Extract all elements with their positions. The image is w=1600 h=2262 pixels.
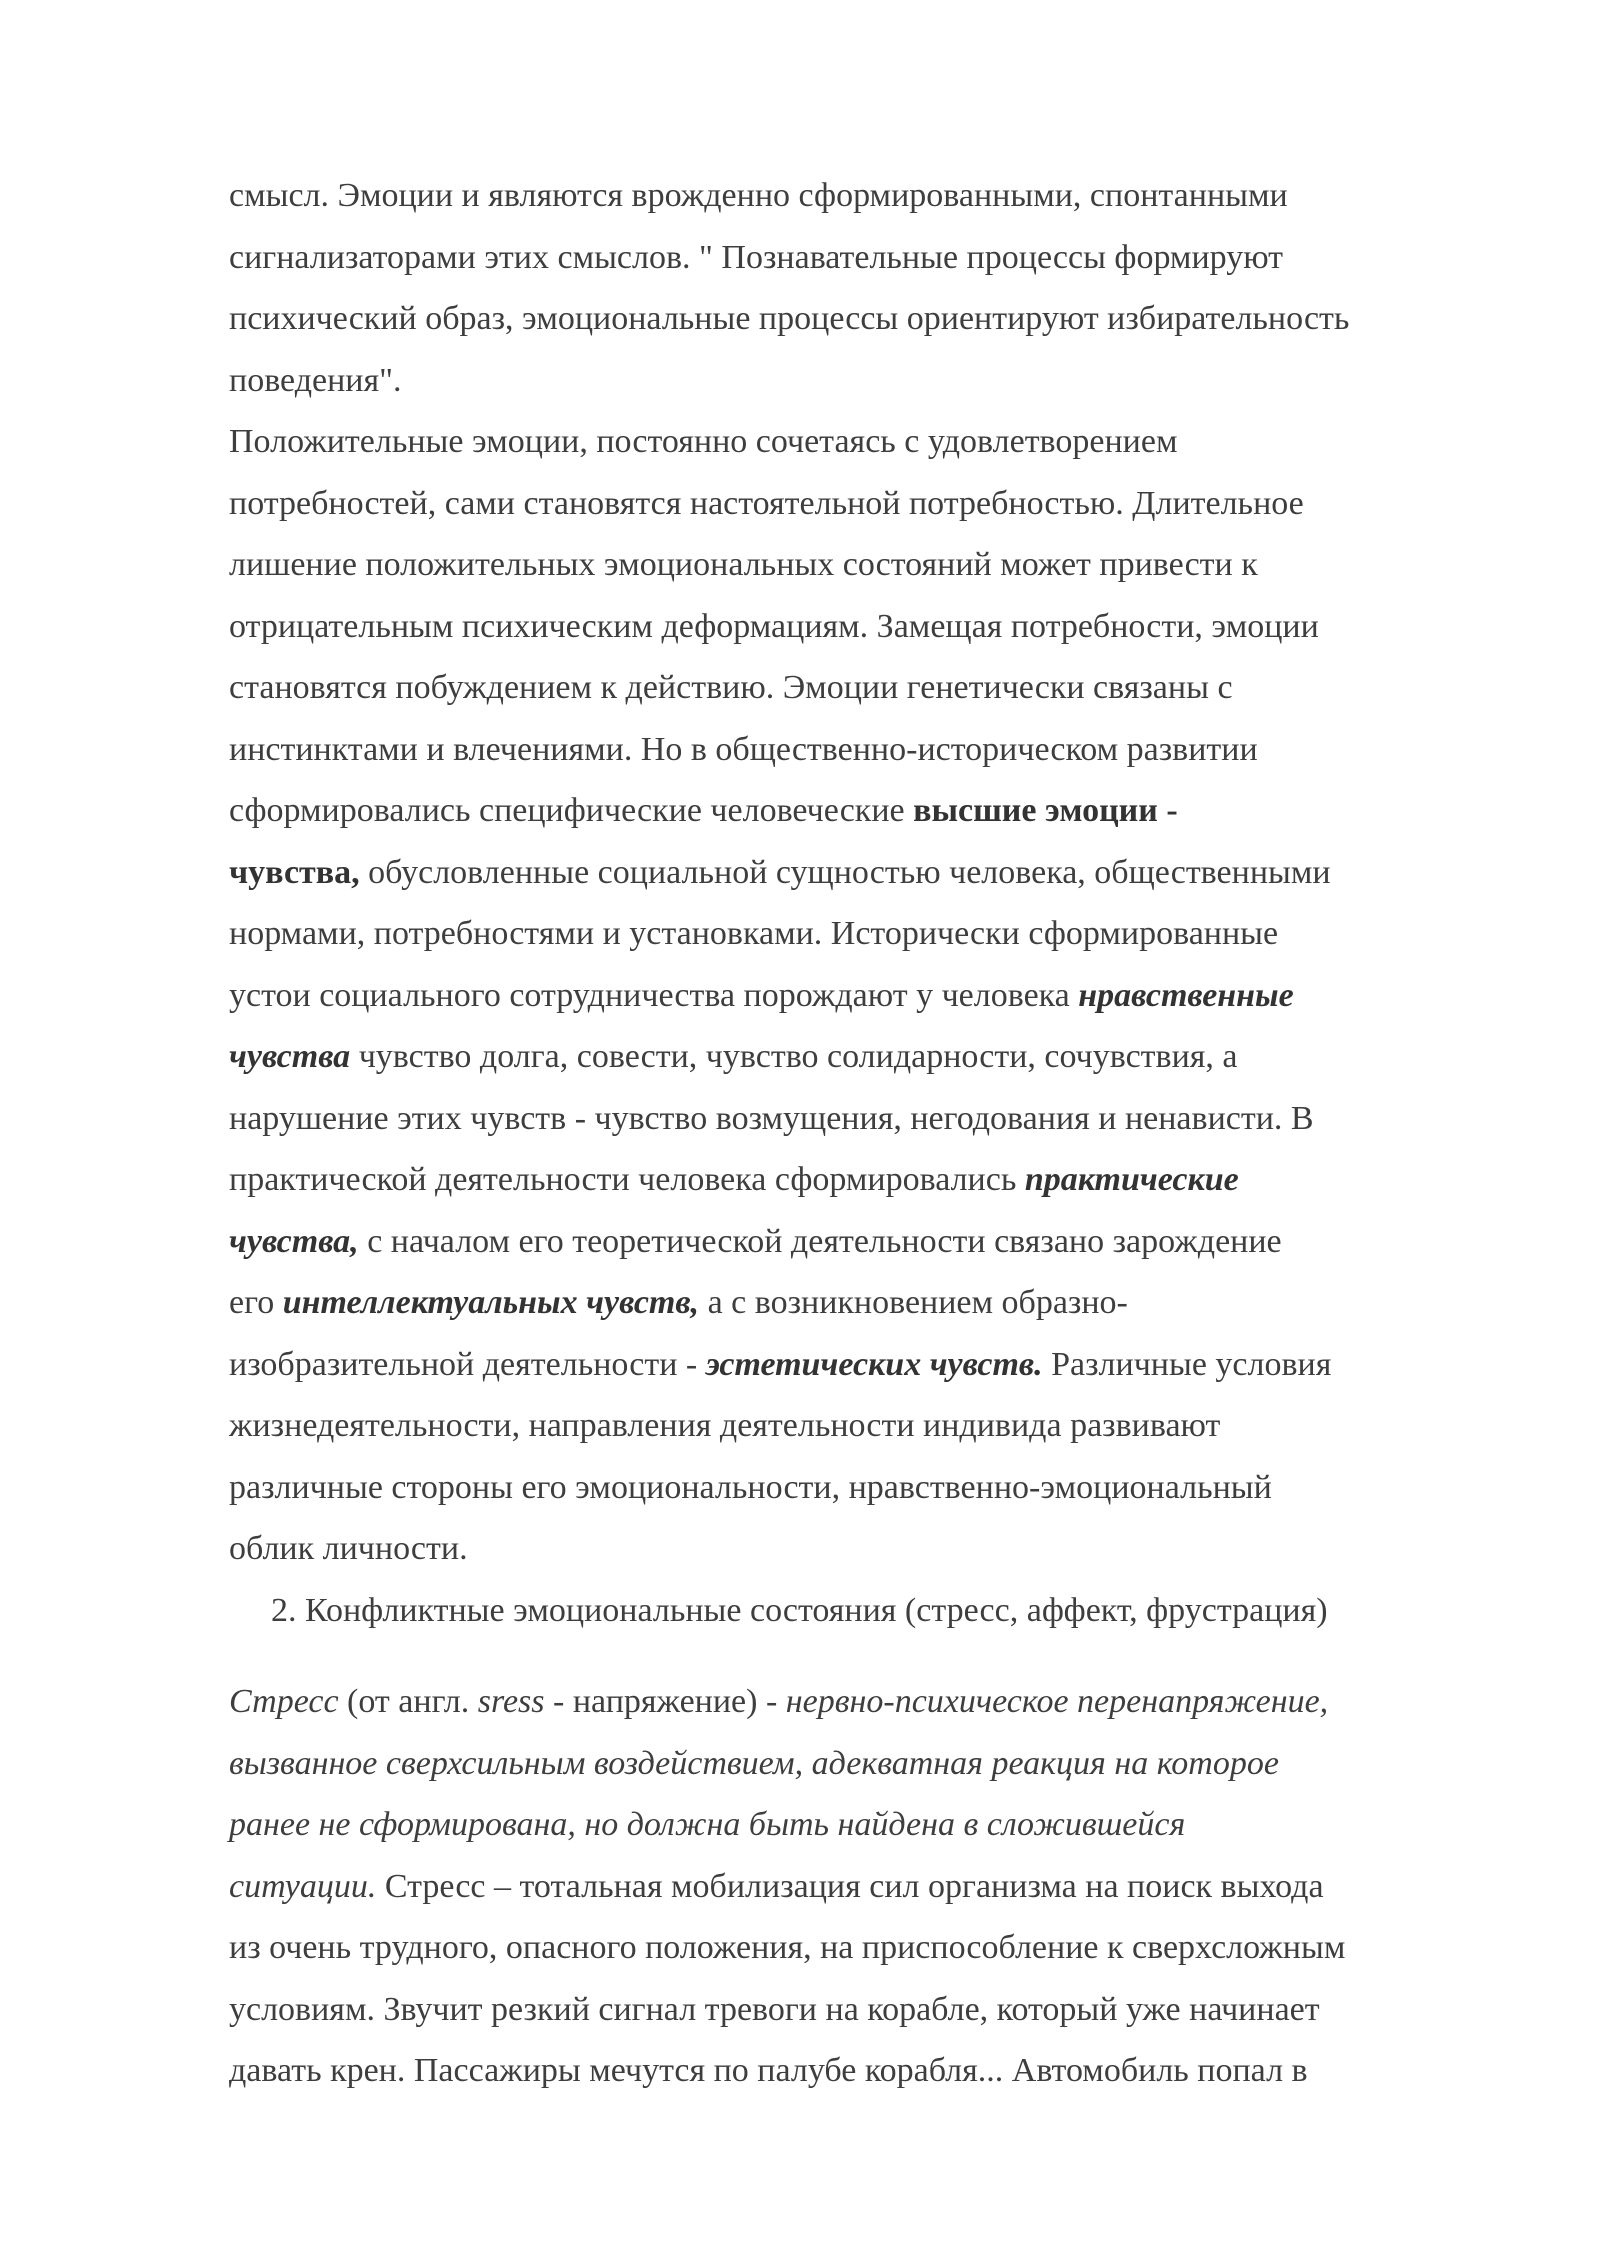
paragraph-stress-definition <box>229 1671 1529 2102</box>
section-heading-conflict-states <box>229 1580 1529 1642</box>
text-line <box>229 1211 1529 1273</box>
text-line: инстинктами и влечениями. Но в общественно-историческом развитии <box>229 730 1258 768</box>
text-line <box>229 1856 1529 1918</box>
stress-definition-text: нервно-психическое перенапряжение, <box>785 1683 1329 1720</box>
text-line: облик личности. <box>229 1530 468 1567</box>
term-higher-emotions: высшие эмоции - <box>913 792 1178 829</box>
term-practical: практические <box>1024 1161 1239 1198</box>
text-line: поведения". <box>229 361 402 399</box>
text-line: различные стороны его эмоциональности, нравственно-эмоциональный <box>229 1468 1272 1506</box>
text-run: (от англ. <box>338 1683 478 1720</box>
text-line: лишение положительных эмоциональных состояний может привести к <box>229 546 1258 583</box>
text-line: вызванное сверхсильным воздействием, адекватная реакция на которое <box>229 1744 1279 1782</box>
text-run: его <box>229 1284 283 1321</box>
text-line: нормами, потребностями и установками. Исторически сформированные <box>229 915 1279 952</box>
text-line: жизнедеятельности, направления деятельности индивида развивают <box>229 1407 1221 1444</box>
text-line: отрицательным психическим деформациям. Замещая потребности, эмоции <box>229 607 1319 645</box>
text-line: становятся побуждением к действию. Эмоции генетически связаны с <box>229 669 1233 706</box>
text-run: с началом его теоретической деятельности связано зарождение <box>358 1222 1282 1260</box>
text-run: изобразительной деятельности - <box>229 1345 706 1383</box>
text-line: нарушение этих чувств - чувство возмущения, негодования и ненависти. В <box>229 1099 1314 1137</box>
text-line: потребностей, сами становятся настоятельной потребностью. Длительное <box>229 484 1304 522</box>
document-page <box>229 165 1529 2102</box>
term-feelings: чувства, <box>229 853 360 891</box>
term-english-word: sress <box>477 1683 545 1720</box>
term-moral-feelings: чувства <box>229 1038 351 1075</box>
text-run: чувство долга, совести, чувство солидарности, сочувствия, а <box>350 1038 1238 1075</box>
text-run: сформировались специфические человеческие <box>229 792 914 829</box>
text-line: ранее не сформирована, но должна быть найдена в сложившейся <box>229 1806 1186 1843</box>
term-intellectual-feelings: интеллектуальных чувств, <box>282 1284 700 1321</box>
heading-text: Конфликтные эмоциональные состояния (стресс, аффект, фрустрация) <box>296 1591 1328 1629</box>
text-line: из очень трудного, опасного положения, на приспособление к сверхсложным <box>229 1929 1346 1966</box>
paragraph-spacer <box>229 1641 1529 1671</box>
text-line: сигнализаторами этих смыслов. " Познавательные процессы формируют <box>229 238 1283 276</box>
text-run: Различные условия <box>1042 1345 1332 1383</box>
text-run: а с возникновением образно- <box>699 1284 1128 1321</box>
paragraph-positive-emotions <box>229 411 1529 1580</box>
text-run: практической деятельности человека сформировались <box>229 1161 1025 1198</box>
text-line <box>229 842 1529 904</box>
text-line: смысл. Эмоции и являются врожденно сформированными, спонтанными <box>229 177 1288 214</box>
text-run: - напряжение) - <box>544 1683 786 1720</box>
list-number: 2. <box>271 1591 297 1629</box>
term-moral: нравственные <box>1078 976 1294 1014</box>
text-run: устои социального сотрудничества порождают у человека <box>229 976 1079 1014</box>
stress-definition-end: ситуации. <box>229 1867 377 1905</box>
text-line <box>229 1272 1529 1334</box>
text-line <box>229 965 1529 1027</box>
text-line <box>229 1334 1529 1396</box>
text-line <box>229 1026 1529 1088</box>
text-line: психический образ, эмоциональные процессы ориентируют избирательность <box>229 300 1350 337</box>
term-aesthetic-feelings: эстетических чувств. <box>705 1345 1043 1383</box>
text-run: обусловленные социальной сущностью человека, общественными <box>359 853 1331 891</box>
text-line <box>229 1149 1529 1211</box>
term-practical-feelings: чувства, <box>229 1222 359 1260</box>
text-run: Стресс – тотальная мобилизация сил организма на поиск выхода <box>376 1867 1324 1905</box>
text-line <box>229 780 1529 842</box>
text-line: Положительные эмоции, постоянно сочетаясь с удовлетворением <box>229 423 1178 460</box>
paragraph-emotions-signals <box>229 165 1529 411</box>
term-stress: Стресс <box>229 1683 339 1720</box>
text-line: давать крен. Пассажиры мечутся по палубе корабля... Автомобиль попал в <box>229 2052 1308 2089</box>
text-line <box>229 1671 1529 1733</box>
text-line: условиям. Звучит резкий сигнал тревоги на корабле, который уже начинает <box>229 1990 1320 2028</box>
